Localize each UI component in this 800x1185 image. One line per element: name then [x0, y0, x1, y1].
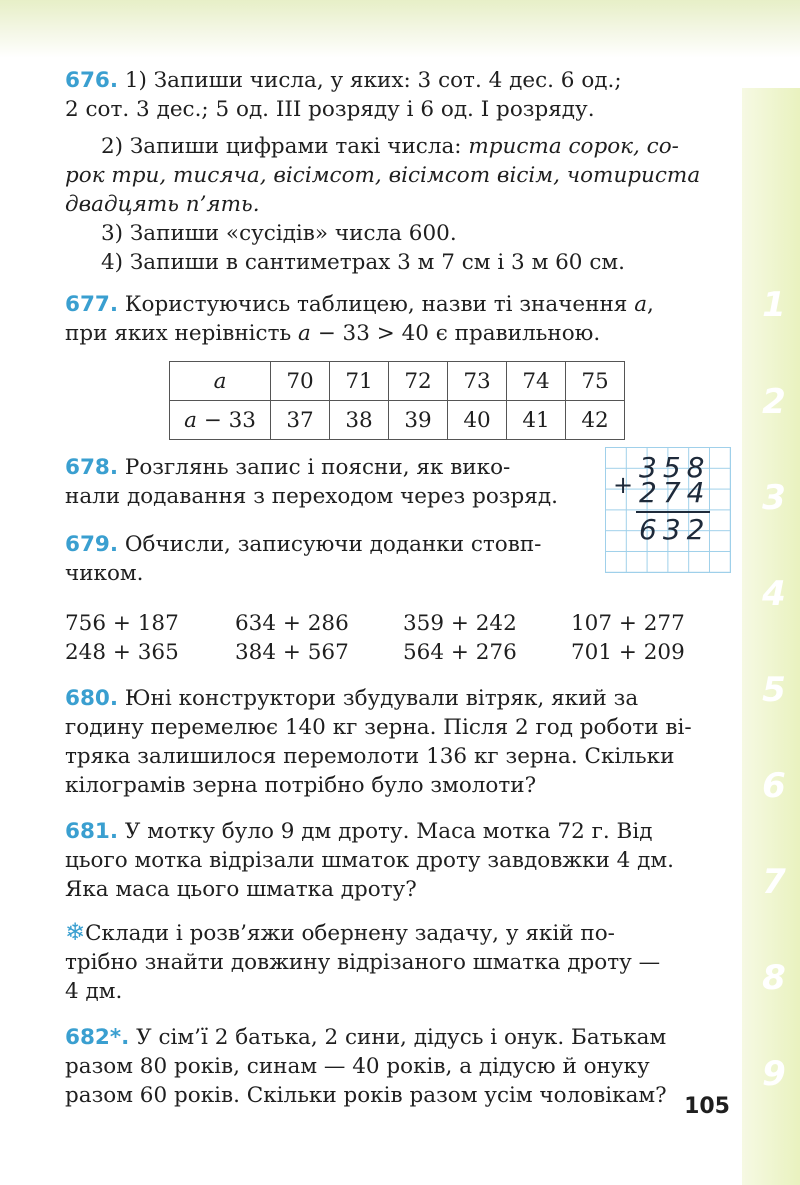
addend-2: 274: [639, 476, 711, 509]
task-676-sub-2-italic-2: рок три, тисяча, вісімсот, вісімсот вісім, чотириста: [65, 163, 701, 188]
sidebar-number-6: 6: [762, 766, 786, 806]
page-number: 105: [684, 1094, 730, 1119]
table-cell: 71: [330, 362, 389, 401]
task-682-line-2: разом 80 років, синам — 40 років, а дідусю й онуку: [65, 1054, 650, 1079]
addend-1: 358: [639, 451, 711, 484]
task-682-text-1: У сім’ї 2 батька, 2 сини, дідусь і онук. Батькам: [129, 1025, 667, 1050]
task-677-text-2a: при яких нерівність: [65, 321, 299, 346]
task-677-text-2b: − 33 > 40 є правильною.: [310, 321, 601, 346]
task-676-sub-2-line-2: [65, 161, 730, 190]
table-cell: 72: [389, 362, 448, 401]
table-cell: 70: [271, 362, 330, 401]
task-678-text-1: Розглянь запис і поясни, як вико-: [118, 455, 511, 480]
task-679-number: 679.: [65, 532, 119, 557]
tasks-678-679: [65, 453, 730, 603]
expressions-grid: [65, 609, 730, 667]
sidebar-number-1: 1: [762, 285, 786, 325]
task-677-number: 677.: [65, 292, 119, 317]
table-header-a-minus-33: [170, 401, 271, 440]
table-cell: 38: [330, 401, 389, 440]
task-676-sub-2-italic-3: двадцять п’ять.: [65, 192, 260, 217]
sidebar-number-5: 5: [762, 670, 786, 710]
sidebar-number-2: 2: [762, 382, 786, 422]
expression: 248 + 365: [65, 640, 179, 665]
table-cell: 39: [389, 401, 448, 440]
task-676-line-1: [65, 66, 730, 95]
task-676-sub-2-text: 2) Запиши цифрами такі числа:: [101, 134, 469, 159]
squared-paper-grid: [605, 447, 731, 573]
sidebar-number-3: 3: [762, 478, 786, 518]
task-681-line-2: цього мотка відрізали шматок дроту завдовжки 4 дм.: [65, 848, 674, 873]
task-680-line-4: кілограмів зерна потрібно було змолоти?: [65, 773, 537, 798]
task-676-sub-2-line-3: [65, 190, 730, 219]
task-680-number: 680.: [65, 686, 119, 711]
task-676-sub-2-italic-1: триста сорок, со-: [468, 134, 679, 159]
values-table: [169, 361, 625, 440]
plus-sign: +: [613, 471, 634, 499]
task-677-var: a: [634, 292, 648, 317]
chapter-sidebar: [742, 88, 800, 1185]
task-676-sub-4: 4) Запиши в сантиметрах 3 м 7 см і 3 м 60 см.: [101, 250, 625, 275]
task-680-line-3: тряка залишилося перемолоти 136 кг зерна. Скільки: [65, 744, 675, 769]
task-677-comma: ,: [647, 292, 654, 317]
task-676-text-1: 1) Запиши числа, у яких: 3 сот. 4 дес. 6 од.;: [118, 68, 622, 93]
page-content: [65, 66, 730, 1110]
expression: 384 + 567: [235, 640, 349, 665]
task-676-line-2: 2 сот. 3 дес.; 5 од. ІІІ розряду і 6 од. І розряду.: [65, 97, 595, 122]
sidebar-number-8: 8: [762, 958, 786, 998]
table-header-rest: − 33: [196, 407, 256, 433]
table-cell: 37: [271, 401, 330, 440]
task-681-extra-line-2: трібно знайти довжину відрізаного шматка дроту —: [65, 950, 661, 975]
expression: 634 + 286: [235, 611, 349, 636]
task-678-line-1: [65, 453, 585, 482]
table-cell: 74: [507, 362, 566, 401]
table-row-header: [170, 362, 625, 401]
task-676-number: 676.: [65, 68, 119, 93]
task-677-text-1: Користуючись таблицею, назви ті значення: [118, 292, 635, 317]
top-band: [0, 0, 800, 58]
expression: 701 + 209: [571, 640, 685, 665]
table-cell: 42: [566, 401, 625, 440]
table-row-difference: [170, 401, 625, 440]
task-682-line-1: [65, 1023, 730, 1052]
task-681-extra-text-1: Склади і розв’яжи обернену задачу, у якій по-: [85, 921, 615, 946]
task-681-number: 681.: [65, 819, 119, 844]
task-680-text-1: Юні конструктори збудували вітряк, який за: [118, 686, 639, 711]
expression: 564 + 276: [403, 640, 517, 665]
table-cell: 40: [448, 401, 507, 440]
task-676-sub-3: 3) Запиши «сусідів» числа 600.: [101, 221, 457, 246]
task-682-line-3: разом 60 років. Скільки років разом усім чоловікам?: [65, 1083, 667, 1108]
task-679-line-1: [65, 530, 585, 559]
task-677-line-1: [65, 290, 730, 319]
task-681-extra-line-3: 4 дм.: [65, 979, 123, 1004]
task-677-line-2: [65, 319, 730, 348]
task-678-number: 678.: [65, 455, 119, 480]
sidebar-number-9: 9: [762, 1054, 786, 1094]
table-cell: 73: [448, 362, 507, 401]
sum-result: 632: [639, 513, 711, 546]
task-681-text-1: У мотку було 9 дм дроту. Маса мотка 72 г. Від: [118, 819, 653, 844]
sidebar-number-7: 7: [762, 862, 786, 902]
table-header-a: a: [170, 362, 271, 401]
expression: 107 + 277: [571, 611, 685, 636]
sidebar-number-4: 4: [762, 574, 786, 614]
snowflake-icon: ❄: [65, 918, 86, 946]
task-681-line-3: Яка маса цього шматка дроту?: [65, 877, 417, 902]
table-header-var: a: [184, 407, 197, 433]
task-682-number: 682*.: [65, 1025, 130, 1050]
task-681-line-1: [65, 817, 730, 846]
task-677-var-2: a: [298, 321, 311, 346]
task-681-extra-line-1: [65, 918, 730, 948]
tasks-678-679-text: [65, 453, 585, 588]
task-678-line-2: нали додавання з переходом через розряд.: [65, 484, 558, 509]
table-cell: 41: [507, 401, 566, 440]
task-680-line-2: годину перемелює 140 кг зерна. Після 2 год роботи ві-: [65, 715, 692, 740]
expression: 756 + 187: [65, 611, 179, 636]
task-679-line-2: чиком.: [65, 561, 144, 586]
expression: 359 + 242: [403, 611, 517, 636]
task-676-sub-2-line-1: [65, 132, 730, 161]
task-680-line-1: [65, 684, 730, 713]
task-679-text-1: Обчисли, записуючи доданки стовп-: [118, 532, 542, 557]
table-cell: 75: [566, 362, 625, 401]
